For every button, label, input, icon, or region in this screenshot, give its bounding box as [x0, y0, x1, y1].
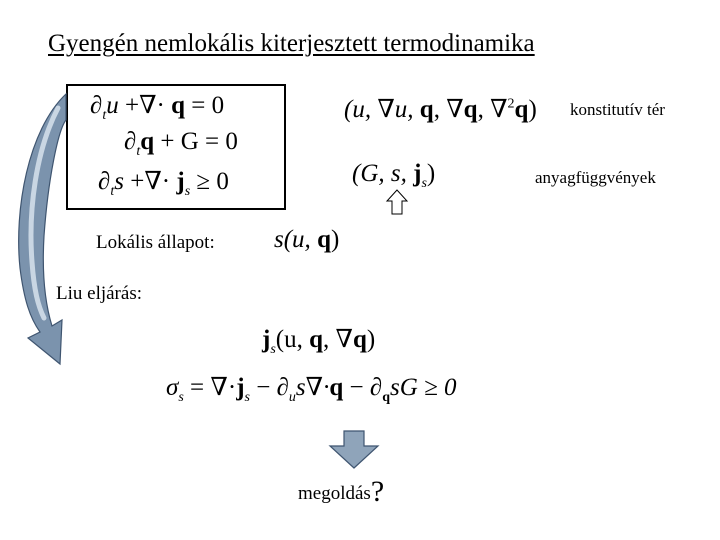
balance-equation-entropy: $\partial_ts$ +∇· $j_s \ge 0$: [98, 168, 229, 199]
entropy-production-inequality: $\sigma_s = \nabla\cdot j_s - \partial_us\nabla\cdot q - \partial_qsG \ge 0$: [166, 374, 457, 405]
constitutive-space-expression: (u, ∇u, q, ∇q, ∇$^2$q): [344, 96, 537, 123]
liu-procedure-label: Liu eljárás:: [56, 283, 142, 304]
entropy-flux-expression: $j_s(u$, q, ∇q): [262, 326, 376, 357]
balance-equation-energy: $\partial_tu$ +∇· q = 0: [90, 92, 225, 123]
material-functions-label: anyagfüggvények: [535, 168, 656, 187]
balance-equation-heatflux: $\partial_tq + G = 0$: [124, 128, 238, 159]
local-state-expression: s(u, q): [274, 226, 340, 253]
solution-label: megoldás?: [298, 475, 385, 508]
page-title: Gyengén nemlokális kiterjesztett termodinamika: [48, 30, 535, 57]
local-state-label: Lokális állapot:: [96, 232, 215, 253]
material-functions-expression: (G, s, $j_s$): [352, 160, 436, 191]
question-mark: ?: [370, 475, 385, 508]
constitutive-space-label: konstitutív tér: [570, 100, 665, 119]
